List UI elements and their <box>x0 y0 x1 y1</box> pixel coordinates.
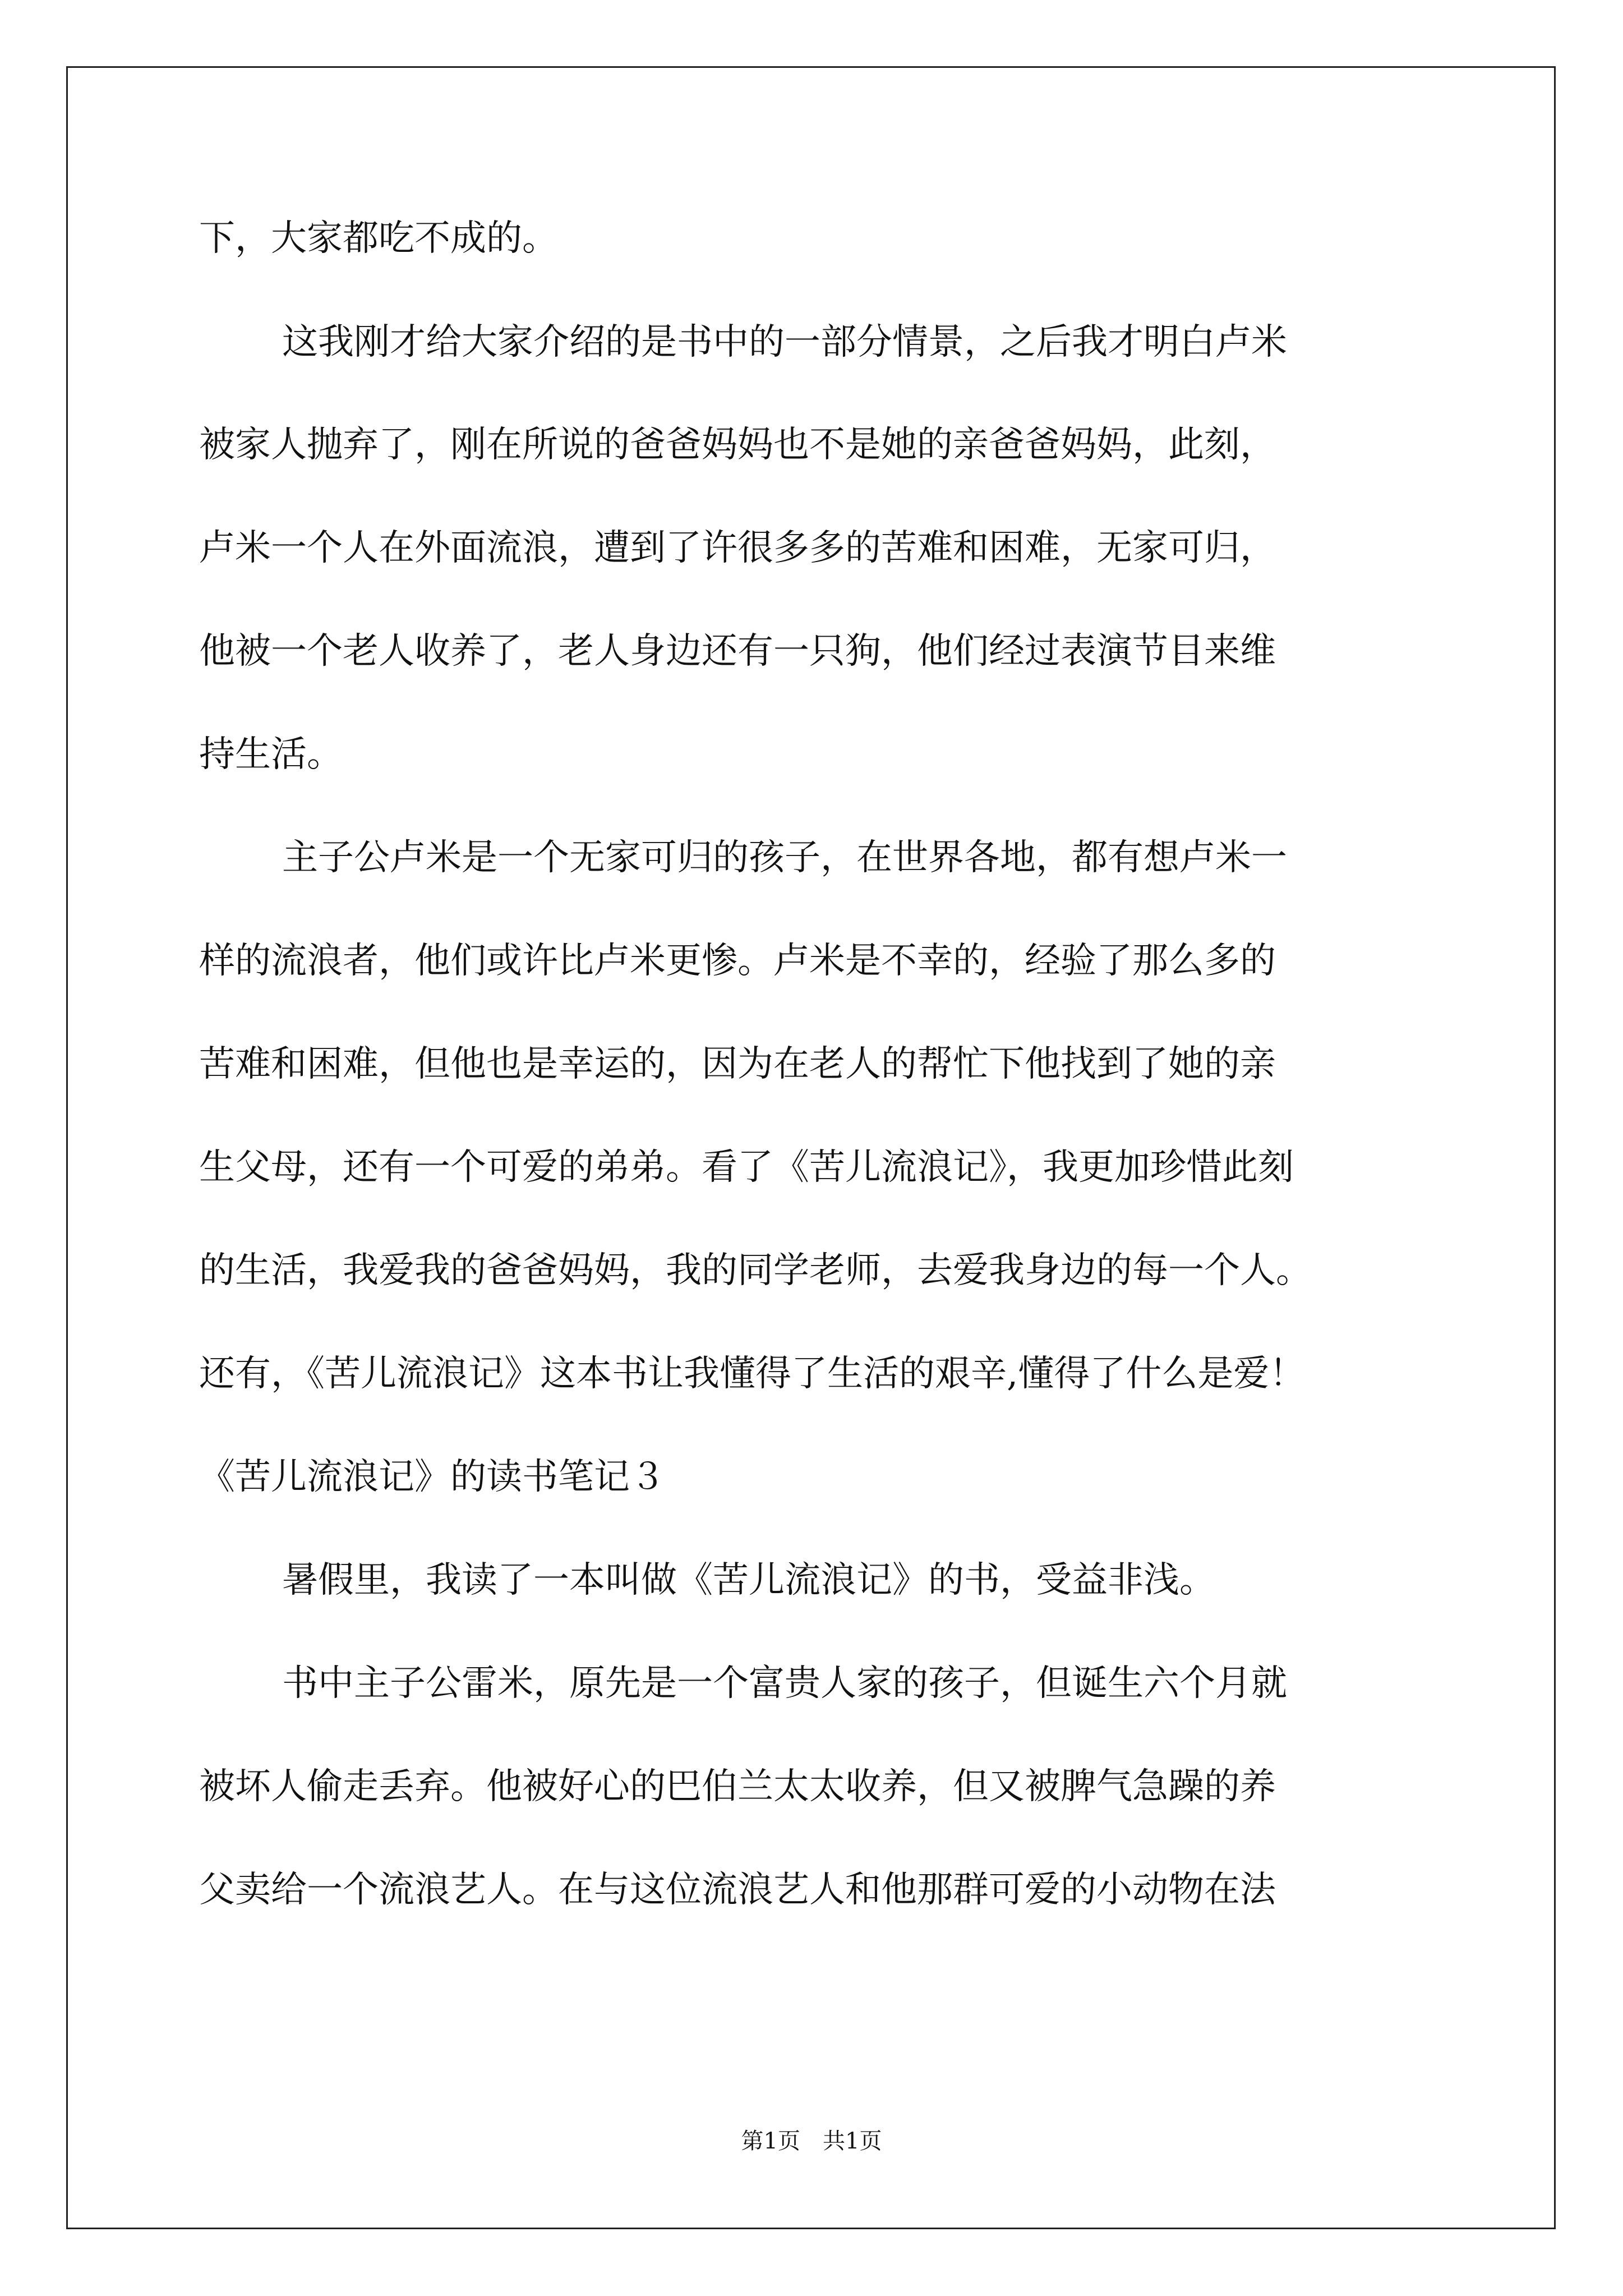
text-line: 卢米一个人在外面流浪，遭到了许很多多的苦难和困难，无家可归， <box>199 527 1276 569</box>
text-line: 的生活，我爱我的爸爸妈妈，我的同学老师，去爱我身边的每一个人。 <box>199 1250 1312 1291</box>
text-line: 生父母，还有一个可爱的弟弟。看了《苦儿流浪记》，我更加珍惜此刻 <box>199 1147 1294 1188</box>
text-line: 持生活。 <box>199 734 343 775</box>
text-line: 父卖给一个流浪艺人。在与这位流浪艺人和他那群可爱的小动物在法 <box>199 1869 1276 1911</box>
text-line: 他被一个老人收养了，老人身边还有一只狗，他们经过表演节目来维 <box>199 631 1276 672</box>
text-line: 被坏人偷走丢弃。他被好心的巴伯兰太太收养，但又被脾气急躁的养 <box>199 1766 1276 1807</box>
text-line: 被家人抛弃了，刚在所说的爸爸妈妈也不是她的亲爸爸妈妈，此刻， <box>199 424 1276 466</box>
paragraph-start-line: 暑假里，我读了一本叫做《苦儿流浪记》的书，受益非浅。 <box>282 1559 1215 1601</box>
text-line: 还有，《苦儿流浪记》这本书让我懂得了生活的艰辛,懂得了什么是爱！ <box>199 1353 1306 1395</box>
page-footer: 第1页 共1页 <box>741 2128 882 2154</box>
paragraph-start-line: 主子公卢米是一个无家可归的孩子，在世界各地，都有想卢米一 <box>282 837 1287 878</box>
paragraph-start-line: 这我刚才给大家介绍的是书中的一部分情景，之后我才明白卢米 <box>282 321 1287 363</box>
section-heading: 《苦儿流浪记》的读书笔记３ <box>199 1456 666 1498</box>
text-line: 苦难和困难，但他也是幸运的，因为在老人的帮忙下他找到了她的亲 <box>199 1043 1276 1085</box>
text-line: 下，大家都吃不成的。 <box>199 218 558 259</box>
paragraph-start-line: 书中主子公雷米，原先是一个富贵人家的孩子，但诞生六个月就 <box>282 1663 1287 1704</box>
text-line: 样的流浪者，他们或许比卢米更惨。卢米是不幸的，经验了那么多的 <box>199 940 1276 982</box>
